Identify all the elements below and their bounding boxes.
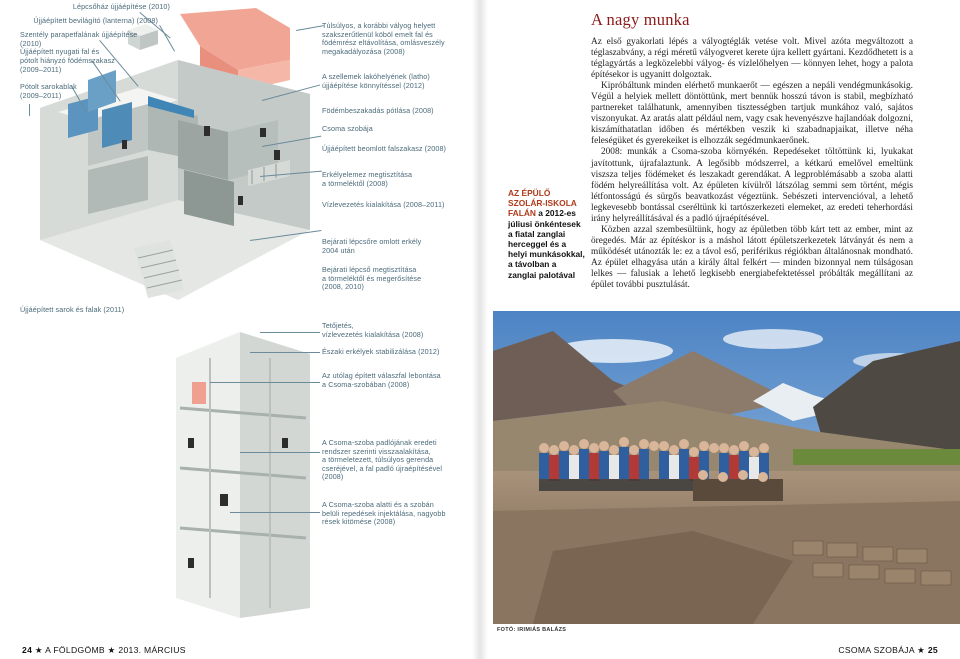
page-number: 25 [927,645,938,655]
caption-highlight: AZ ÉPÜLŐ SZOLÁR-ISKOLA FALÁN [508,188,577,219]
leader-line [230,512,320,513]
footer-right [838,645,938,656]
caption-text: a 2012-es júliusi önkéntesek a fiatal zanglai herceggel és a helyi munkásokkal, a távolban a zanglai palotával [508,208,585,280]
callout-11: Az utólag épített válaszfal lebontása a Csoma-szobában (2008) [322,371,441,389]
section-name: CSOMA SZOBÁJA [838,645,915,655]
issue-date: 2013. MÁRCIUS [118,645,186,655]
callout-5: Erkélyelemez megtisztítása a törmeléktől (2008) [322,170,413,188]
callout-label: Lépcsőház újjáépítése (2010) [72,2,170,11]
page-number: 24 [22,645,33,655]
paragraph: Az első gyakorlati lépés a vályogtéglák vetése volt. Mivel azóta megváltozott a téglaszabvány, a régi méretű vályogveret kerete újra kellett gyártani. Kezdődhetett is a téglagyártás a legközelebbi vályog- és vízlelőhelyen — könnyen lehet, hogy a palota építésekor is ugyanitt dolgoztak. [591,37,913,81]
callout-7: Bejárati lépcsőre omlott erkély 2004 után [322,237,422,255]
callout-0: Túlsúlyos, a korábbi vályog helyett szakszerűtlenül köböl emelt fal és födémrész eltávolítása, omlásveszély megakadályozása (2008) [322,21,445,56]
callout-label: (2009–2011) [20,65,62,74]
callout-label: Újjáépített nyugati fal és [20,47,100,56]
callout-9: Tetőjetés, vízlevezetés kialakítása (2008) [322,321,424,339]
callout-label: Újjáépített sarok és falak (2011) [20,305,125,314]
callout-3: Csoma szobája [322,124,373,133]
star-icon: ★ [107,645,116,655]
people-group [533,437,783,503]
callout-10: Északi erkélyek stabilizálása (2012) [322,347,440,356]
callout-4: Újjáépített beomlott falszakasz (2008) [322,144,447,153]
callout-6: Vízlevezetés kialakítása (2008–2011) [322,200,445,209]
leader-line [260,332,320,333]
article-title: A nagy munka [591,10,690,29]
callout-label: Szentély parapetfalának újjáépítése (2010) [20,30,138,48]
callout-label: (2009–2011) [20,91,62,100]
star-icon: ★ [34,645,43,655]
callout-label: Újjáépített bevilágító (lanterna) (2008) [33,16,158,25]
callout-label: pótolt hiányzó födémszakasz [20,56,115,65]
leader-line [29,104,30,116]
callout-label: Pótolt sarokablak [20,82,77,91]
leader-line [240,452,320,453]
group-photo [493,311,960,624]
star-icon: ★ [917,645,926,655]
callout-13: A Csoma-szoba alatti és a szobán belüli repedések injektálása, nagyobb rések kitömése (2008) [322,500,446,527]
leader-line [210,382,320,383]
callout-12: A Csoma-szoba padlójának eredeti rendszer szerinti visszaalakítása, a törmeletezett, túlsúlyos gerenda cseréjével, a fal padló újraépítésével (2008) [322,438,443,482]
footer-left [22,645,186,656]
callout-1: A szellemek lakóhelyének (latho) újjáépítése könnyítéssel (2012) [322,72,430,90]
article-body [591,37,913,291]
paragraph: 2008: munkák a Csoma-szoba környékén. Repedéseket töltöttünk ki, lyukakat javítottunk, újrafalaztunk. A legősibb módszerrel, a kétkarú emelővel emeltünk viszsza teljes födémeket és leszakadt gerendákat. A legproblémásabb a szoba alatti födém helyreállítása volt. Az épületen kívülről látszólag semmi sem történt, mégis létfontosságú és sürgős beavatkozást végeztünk. Sebészeti intervencióval, a lehető legkevesebb bontással cseréltünk ki tartószerkezeti elemeket, az eredeti teherhordási irány helyreállításával és a padló újraépítésével. [591,147,913,224]
callout-8: Bejárati lépcső megtisztítása a törmeléktől és megerősítése (2008, 2010) [322,265,422,292]
building-cutaway-illustration-bottom [170,318,318,618]
paragraph: Közben azzal szembesültünk, hogy az épületben több kárt tett az ember, mint az öregedés. Már az építéskor is a máshol látott épületszerkezetek látványát és nem a működését utánozták le: ez a távol eső, periférikus régiókban általánosnak mondható. Az épület elhagyása után a király által felkért — minden bizonnyal nem túlságosan lelkes — falusiak a lehető legkisebb energiabefektetéssel próbálták megállítani az épület további pusztulását. [591,224,913,291]
magazine-name: A FÖLDGÖMB [45,645,105,655]
photo-caption [508,188,586,280]
callout-list [322,0,472,659]
callout-2: Födémbeszakadás pótlása (2008) [322,106,434,115]
photo-credit: FOTÓ: IRIMIÁS BALÁZS [497,627,567,633]
page-gutter [472,0,488,659]
leader-line [250,352,320,353]
paragraph: Kipróbáltunk minden elérhető munkaerőt — egészen a nepáli vendégmunkásokig. Végül a helyiek mellett döntöttünk, mert bennük hosszú távon is stabil, megbízható partnereket találhatunk, amennyiben tisztességben tartjuk munkához való, sajátos viszonyukat. Az aratás alatt például nem, vagy csak hevenyészve hajlandóak dolgozni, kiszámíthatatlan időben és mértékben veszik ki szabadnapjaikat, illetve néha feleségüket és gyerekeiket is elhozzák segédmunkaerőnek. [591,81,913,147]
